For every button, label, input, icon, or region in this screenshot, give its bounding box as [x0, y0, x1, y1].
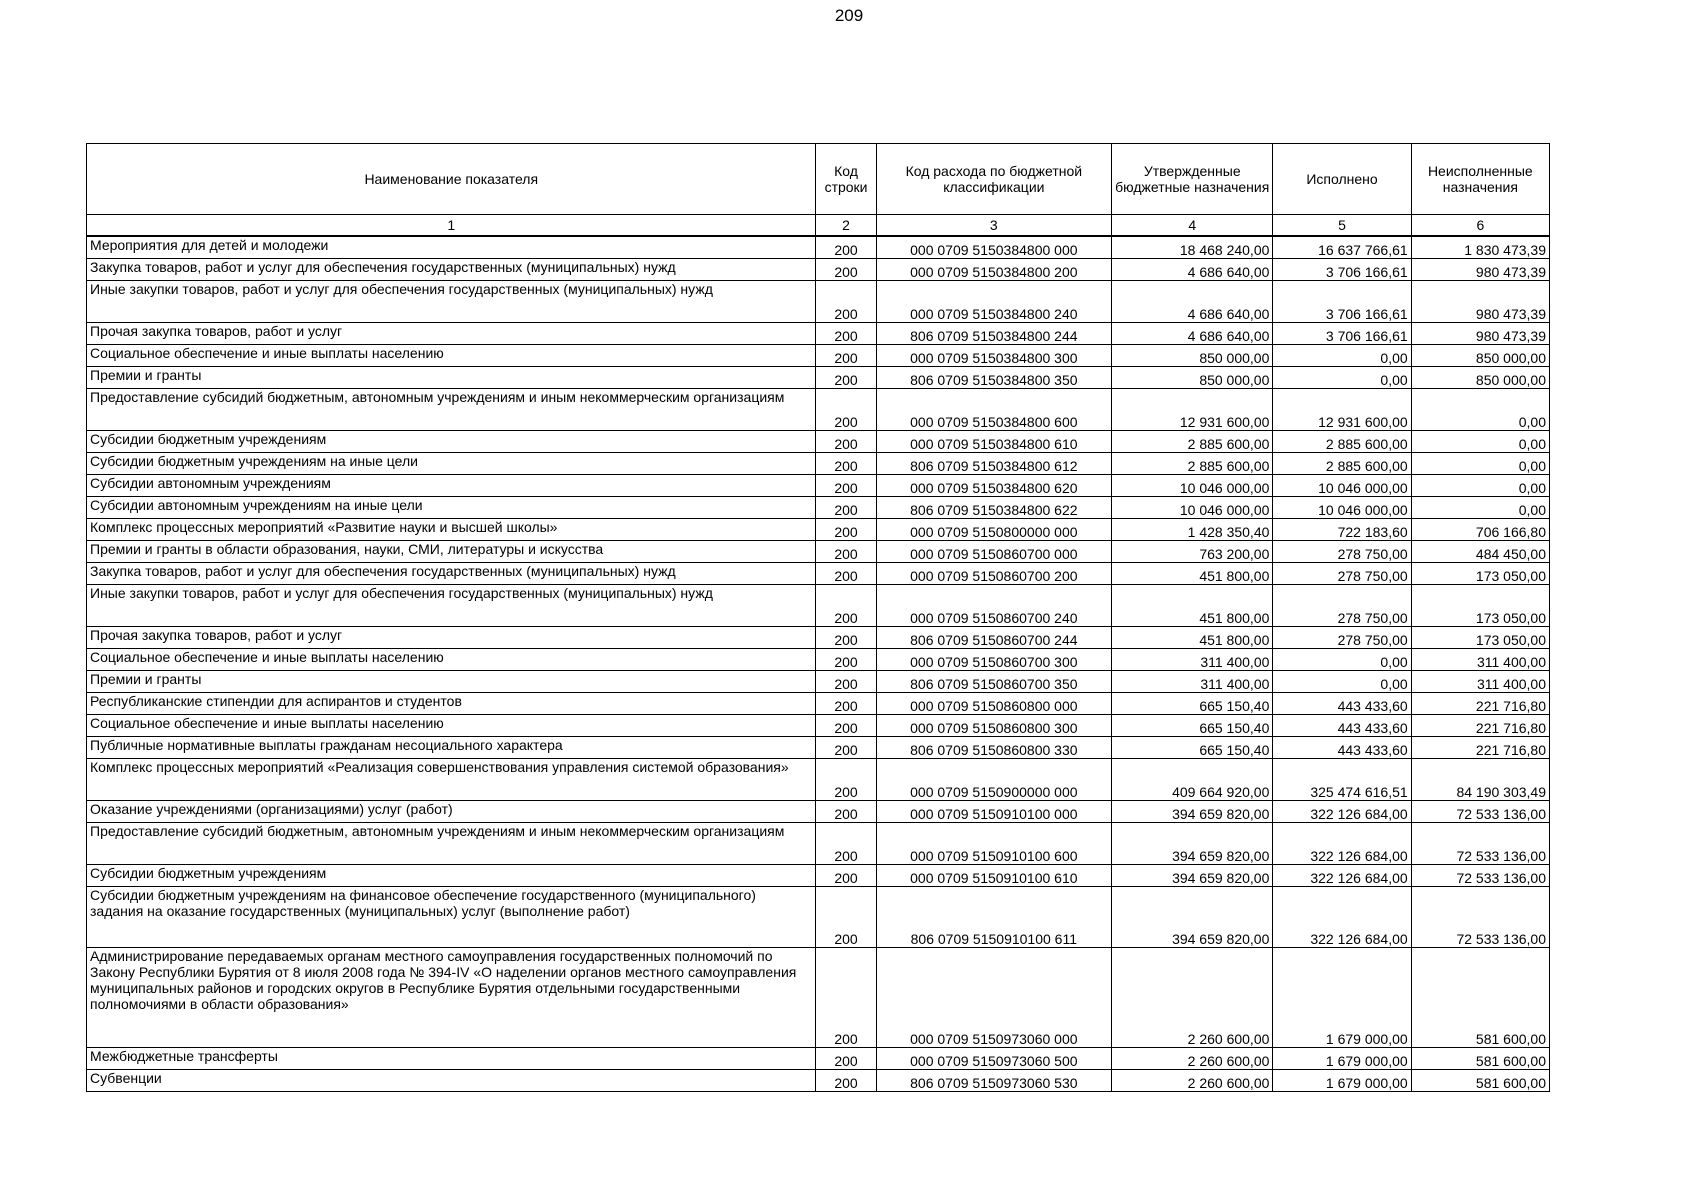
row-line-code: 200 — [816, 345, 876, 367]
row-name: Субсидии бюджетным учреждениям — [87, 865, 816, 887]
header-approved: Утвержденные бюджетные назначения — [1112, 144, 1273, 215]
row-approved: 409 664 920,00 — [1112, 759, 1273, 801]
row-line-code: 200 — [816, 801, 876, 823]
row-line-code: 200 — [816, 431, 876, 453]
row-approved: 2 885 600,00 — [1112, 431, 1273, 453]
row-name: Прочая закупка товаров, работ и услуг — [87, 323, 816, 345]
row-executed: 278 750,00 — [1273, 627, 1411, 649]
row-name: Иные закупки товаров, работ и услуг для обеспечения государственных (муниципальных) нужд — [87, 585, 816, 627]
row-budget-code: 806 0709 5150384800 244 — [876, 323, 1111, 345]
row-name: Иные закупки товаров, работ и услуг для обеспечения государственных (муниципальных) нужд — [87, 281, 816, 323]
row-line-code: 200 — [816, 519, 876, 541]
row-line-code: 200 — [816, 281, 876, 323]
header-name: Наименование показателя — [87, 144, 816, 215]
row-name: Закупка товаров, работ и услуг для обеспечения государственных (муниципальных) нужд — [87, 259, 816, 281]
table-row — [87, 671, 1550, 693]
header-executed: Исполнено — [1273, 144, 1411, 215]
row-budget-code: 000 0709 5150384800 000 — [876, 236, 1111, 259]
row-name: Социальное обеспечение и иные выплаты населению — [87, 715, 816, 737]
table-row — [87, 497, 1550, 519]
row-budget-code: 000 0709 5150860700 200 — [876, 563, 1111, 585]
row-line-code: 200 — [816, 1048, 876, 1070]
table-row — [87, 541, 1550, 563]
row-budget-code: 000 0709 5150860800 300 — [876, 715, 1111, 737]
row-line-code: 200 — [816, 671, 876, 693]
row-name: Республиканские стипендии для аспирантов и студентов — [87, 693, 816, 715]
table-row — [87, 693, 1550, 715]
row-approved: 10 046 000,00 — [1112, 497, 1273, 519]
row-unexecuted: 173 050,00 — [1411, 563, 1549, 585]
row-budget-code: 000 0709 5150860700 000 — [876, 541, 1111, 563]
row-executed: 1 679 000,00 — [1273, 1070, 1411, 1092]
row-approved: 850 000,00 — [1112, 367, 1273, 389]
row-name: Премии и гранты в области образования, науки, СМИ, литературы и искусства — [87, 541, 816, 563]
row-name: Субвенции — [87, 1070, 816, 1092]
row-line-code: 200 — [816, 497, 876, 519]
row-approved: 394 659 820,00 — [1112, 865, 1273, 887]
row-unexecuted: 706 166,80 — [1411, 519, 1549, 541]
row-approved: 394 659 820,00 — [1112, 801, 1273, 823]
row-executed: 443 433,60 — [1273, 693, 1411, 715]
row-name: Комплекс процессных мероприятий «Развитие науки и высшей школы» — [87, 519, 816, 541]
row-approved: 4 686 640,00 — [1112, 259, 1273, 281]
table-row — [87, 519, 1550, 541]
row-unexecuted: 581 600,00 — [1411, 1048, 1549, 1070]
row-line-code: 200 — [816, 585, 876, 627]
table-body — [87, 236, 1550, 1092]
row-name: Предоставление субсидий бюджетным, автономным учреждениям и иным некоммерческим организациям — [87, 389, 816, 431]
table-row — [87, 887, 1550, 948]
table-row — [87, 323, 1550, 345]
row-name: Субсидии бюджетным учреждениям на финансовое обеспечение государственного (муниципального) задания на оказание государственных (муниципальных) услуг (выполнение работ) — [87, 887, 816, 948]
header-line-code: Код строки — [816, 144, 876, 215]
row-executed: 10 046 000,00 — [1273, 475, 1411, 497]
column-number: 6 — [1411, 215, 1549, 237]
row-unexecuted: 1 830 473,39 — [1411, 236, 1549, 259]
table-row — [87, 759, 1550, 801]
row-unexecuted: 173 050,00 — [1411, 585, 1549, 627]
row-unexecuted: 980 473,39 — [1411, 323, 1549, 345]
table-row — [87, 475, 1550, 497]
row-line-code: 200 — [816, 627, 876, 649]
header-budget-code: Код расхода по бюджетной классификации — [876, 144, 1111, 215]
row-name: Публичные нормативные выплаты гражданам несоциального характера — [87, 737, 816, 759]
row-executed: 443 433,60 — [1273, 737, 1411, 759]
row-executed: 10 046 000,00 — [1273, 497, 1411, 519]
table-row — [87, 259, 1550, 281]
page-number: 209 — [834, 6, 864, 25]
row-budget-code: 000 0709 5150860700 240 — [876, 585, 1111, 627]
row-budget-code: 806 0709 5150860700 244 — [876, 627, 1111, 649]
row-unexecuted: 173 050,00 — [1411, 627, 1549, 649]
table-row — [87, 1070, 1550, 1092]
row-line-code: 200 — [816, 649, 876, 671]
row-executed: 1 679 000,00 — [1273, 1048, 1411, 1070]
row-line-code: 200 — [816, 453, 876, 475]
row-budget-code: 000 0709 5150910100 000 — [876, 801, 1111, 823]
row-executed: 278 750,00 — [1273, 585, 1411, 627]
row-unexecuted: 980 473,39 — [1411, 281, 1549, 323]
table-row — [87, 453, 1550, 475]
table-row — [87, 281, 1550, 323]
row-unexecuted: 221 716,80 — [1411, 737, 1549, 759]
row-unexecuted: 72 533 136,00 — [1411, 801, 1549, 823]
row-name: Комплекс процессных мероприятий «Реализация совершенствования управления системой образования» — [87, 759, 816, 801]
row-approved: 2 260 600,00 — [1112, 1070, 1273, 1092]
table-row — [87, 389, 1550, 431]
row-name: Социальное обеспечение и иные выплаты населению — [87, 345, 816, 367]
row-line-code: 200 — [816, 737, 876, 759]
budget-execution-table — [86, 143, 1550, 1092]
row-approved: 394 659 820,00 — [1112, 887, 1273, 948]
row-approved: 665 150,40 — [1112, 737, 1273, 759]
row-name: Субсидии автономным учреждениям — [87, 475, 816, 497]
row-executed: 2 885 600,00 — [1273, 431, 1411, 453]
row-name: Социальное обеспечение и иные выплаты населению — [87, 649, 816, 671]
row-unexecuted: 0,00 — [1411, 497, 1549, 519]
row-executed: 322 126 684,00 — [1273, 823, 1411, 865]
table-row — [87, 236, 1550, 259]
row-approved: 665 150,40 — [1112, 715, 1273, 737]
row-approved: 451 800,00 — [1112, 627, 1273, 649]
column-number: 4 — [1112, 215, 1273, 237]
row-name: Субсидии бюджетным учреждениям — [87, 431, 816, 453]
row-unexecuted: 221 716,80 — [1411, 693, 1549, 715]
column-number: 3 — [876, 215, 1111, 237]
row-name: Оказание учреждениями (организациями) услуг (работ) — [87, 801, 816, 823]
table-row — [87, 823, 1550, 865]
row-approved: 12 931 600,00 — [1112, 389, 1273, 431]
row-approved: 451 800,00 — [1112, 585, 1273, 627]
row-budget-code: 806 0709 5150910100 611 — [876, 887, 1111, 948]
row-unexecuted: 84 190 303,49 — [1411, 759, 1549, 801]
row-approved: 18 468 240,00 — [1112, 236, 1273, 259]
row-budget-code: 806 0709 5150860700 350 — [876, 671, 1111, 693]
row-executed: 2 885 600,00 — [1273, 453, 1411, 475]
row-unexecuted: 221 716,80 — [1411, 715, 1549, 737]
row-line-code: 200 — [816, 563, 876, 585]
row-name: Мероприятия для детей и молодежи — [87, 236, 816, 259]
row-line-code: 200 — [816, 323, 876, 345]
row-budget-code: 000 0709 5150384800 200 — [876, 259, 1111, 281]
row-executed: 722 183,60 — [1273, 519, 1411, 541]
row-name: Закупка товаров, работ и услуг для обеспечения государственных (муниципальных) нужд — [87, 563, 816, 585]
table-row — [87, 715, 1550, 737]
table-row — [87, 585, 1550, 627]
row-budget-code: 000 0709 5150800000 000 — [876, 519, 1111, 541]
row-name: Предоставление субсидий бюджетным, автономным учреждениям и иным некоммерческим организациям — [87, 823, 816, 865]
row-budget-code: 000 0709 5150384800 610 — [876, 431, 1111, 453]
table-row — [87, 367, 1550, 389]
row-approved: 2 260 600,00 — [1112, 948, 1273, 1048]
row-line-code: 200 — [816, 541, 876, 563]
row-executed: 1 679 000,00 — [1273, 948, 1411, 1048]
row-unexecuted: 72 533 136,00 — [1411, 887, 1549, 948]
table-row — [87, 865, 1550, 887]
row-executed: 322 126 684,00 — [1273, 865, 1411, 887]
row-line-code: 200 — [816, 715, 876, 737]
row-executed: 0,00 — [1273, 345, 1411, 367]
row-name: Премии и гранты — [87, 367, 816, 389]
row-name: Премии и гранты — [87, 671, 816, 693]
row-line-code: 200 — [816, 259, 876, 281]
row-approved: 10 046 000,00 — [1112, 475, 1273, 497]
row-budget-code: 806 0709 5150384800 350 — [876, 367, 1111, 389]
row-approved: 311 400,00 — [1112, 649, 1273, 671]
row-line-code: 200 — [816, 948, 876, 1048]
row-unexecuted: 0,00 — [1411, 475, 1549, 497]
table-row — [87, 737, 1550, 759]
row-budget-code: 000 0709 5150973060 000 — [876, 948, 1111, 1048]
column-number: 2 — [816, 215, 876, 237]
row-unexecuted: 850 000,00 — [1411, 367, 1549, 389]
table-row — [87, 431, 1550, 453]
row-budget-code: 000 0709 5150860800 000 — [876, 693, 1111, 715]
table-row — [87, 1048, 1550, 1070]
row-budget-code: 000 0709 5150384800 620 — [876, 475, 1111, 497]
row-budget-code: 806 0709 5150973060 530 — [876, 1070, 1111, 1092]
row-approved: 763 200,00 — [1112, 541, 1273, 563]
row-executed: 322 126 684,00 — [1273, 801, 1411, 823]
row-name: Субсидии автономным учреждениям на иные цели — [87, 497, 816, 519]
row-approved: 4 686 640,00 — [1112, 281, 1273, 323]
table-row — [87, 345, 1550, 367]
table-header-row — [87, 144, 1550, 215]
row-unexecuted: 484 450,00 — [1411, 541, 1549, 563]
row-budget-code: 000 0709 5150860700 300 — [876, 649, 1111, 671]
row-unexecuted: 980 473,39 — [1411, 259, 1549, 281]
table-row — [87, 948, 1550, 1048]
row-executed: 322 126 684,00 — [1273, 887, 1411, 948]
row-budget-code: 000 0709 5150384800 240 — [876, 281, 1111, 323]
table-row — [87, 649, 1550, 671]
row-approved: 394 659 820,00 — [1112, 823, 1273, 865]
row-approved: 1 428 350,40 — [1112, 519, 1273, 541]
row-unexecuted: 72 533 136,00 — [1411, 823, 1549, 865]
row-name: Субсидии бюджетным учреждениям на иные цели — [87, 453, 816, 475]
row-executed: 3 706 166,61 — [1273, 281, 1411, 323]
row-unexecuted: 581 600,00 — [1411, 1070, 1549, 1092]
column-number: 1 — [87, 215, 816, 237]
row-budget-code: 806 0709 5150384800 612 — [876, 453, 1111, 475]
row-executed: 278 750,00 — [1273, 563, 1411, 585]
row-approved: 311 400,00 — [1112, 671, 1273, 693]
row-line-code: 200 — [816, 865, 876, 887]
row-executed: 16 637 766,61 — [1273, 236, 1411, 259]
row-budget-code: 000 0709 5150910100 610 — [876, 865, 1111, 887]
row-budget-code: 000 0709 5150973060 500 — [876, 1048, 1111, 1070]
row-approved: 4 686 640,00 — [1112, 323, 1273, 345]
row-approved: 2 260 600,00 — [1112, 1048, 1273, 1070]
row-unexecuted: 581 600,00 — [1411, 948, 1549, 1048]
row-approved: 2 885 600,00 — [1112, 453, 1273, 475]
row-line-code: 200 — [816, 389, 876, 431]
column-number: 5 — [1273, 215, 1411, 237]
row-budget-code: 000 0709 5150900000 000 — [876, 759, 1111, 801]
row-approved: 665 150,40 — [1112, 693, 1273, 715]
row-executed: 12 931 600,00 — [1273, 389, 1411, 431]
row-name: Прочая закупка товаров, работ и услуг — [87, 627, 816, 649]
row-unexecuted: 311 400,00 — [1411, 671, 1549, 693]
row-line-code: 200 — [816, 693, 876, 715]
row-executed: 278 750,00 — [1273, 541, 1411, 563]
row-unexecuted: 0,00 — [1411, 431, 1549, 453]
row-executed: 0,00 — [1273, 671, 1411, 693]
row-executed: 0,00 — [1273, 367, 1411, 389]
row-unexecuted: 72 533 136,00 — [1411, 865, 1549, 887]
table-row — [87, 801, 1550, 823]
row-unexecuted: 311 400,00 — [1411, 649, 1549, 671]
row-name: Межбюджетные трансферты — [87, 1048, 816, 1070]
table-row — [87, 627, 1550, 649]
row-executed: 0,00 — [1273, 649, 1411, 671]
row-budget-code: 000 0709 5150384800 600 — [876, 389, 1111, 431]
row-executed: 3 706 166,61 — [1273, 323, 1411, 345]
row-unexecuted: 0,00 — [1411, 453, 1549, 475]
row-line-code: 200 — [816, 1070, 876, 1092]
row-approved: 850 000,00 — [1112, 345, 1273, 367]
column-number-row — [87, 215, 1550, 237]
row-executed: 325 474 616,51 — [1273, 759, 1411, 801]
row-unexecuted: 850 000,00 — [1411, 345, 1549, 367]
row-budget-code: 000 0709 5150910100 600 — [876, 823, 1111, 865]
row-line-code: 200 — [816, 759, 876, 801]
row-name: Администрирование передаваемых органам местного самоуправления государственных полномочий по Закону Республики Бурятия от 8 июля 2008 года № 394-IV «О наделении органов местного самоуправления муниципальных районов и городских округов в Республике Бурятия отдельными государственными полномочиями в области образования» — [87, 948, 816, 1048]
row-budget-code: 806 0709 5150384800 622 — [876, 497, 1111, 519]
row-line-code: 200 — [816, 887, 876, 948]
header-unexecuted: Неисполненные назначения — [1411, 144, 1549, 215]
row-line-code: 200 — [816, 236, 876, 259]
row-budget-code: 000 0709 5150384800 300 — [876, 345, 1111, 367]
row-unexecuted: 0,00 — [1411, 389, 1549, 431]
row-approved: 451 800,00 — [1112, 563, 1273, 585]
table-row — [87, 563, 1550, 585]
row-line-code: 200 — [816, 823, 876, 865]
row-line-code: 200 — [816, 475, 876, 497]
row-executed: 3 706 166,61 — [1273, 259, 1411, 281]
row-executed: 443 433,60 — [1273, 715, 1411, 737]
row-line-code: 200 — [816, 367, 876, 389]
row-budget-code: 806 0709 5150860800 330 — [876, 737, 1111, 759]
